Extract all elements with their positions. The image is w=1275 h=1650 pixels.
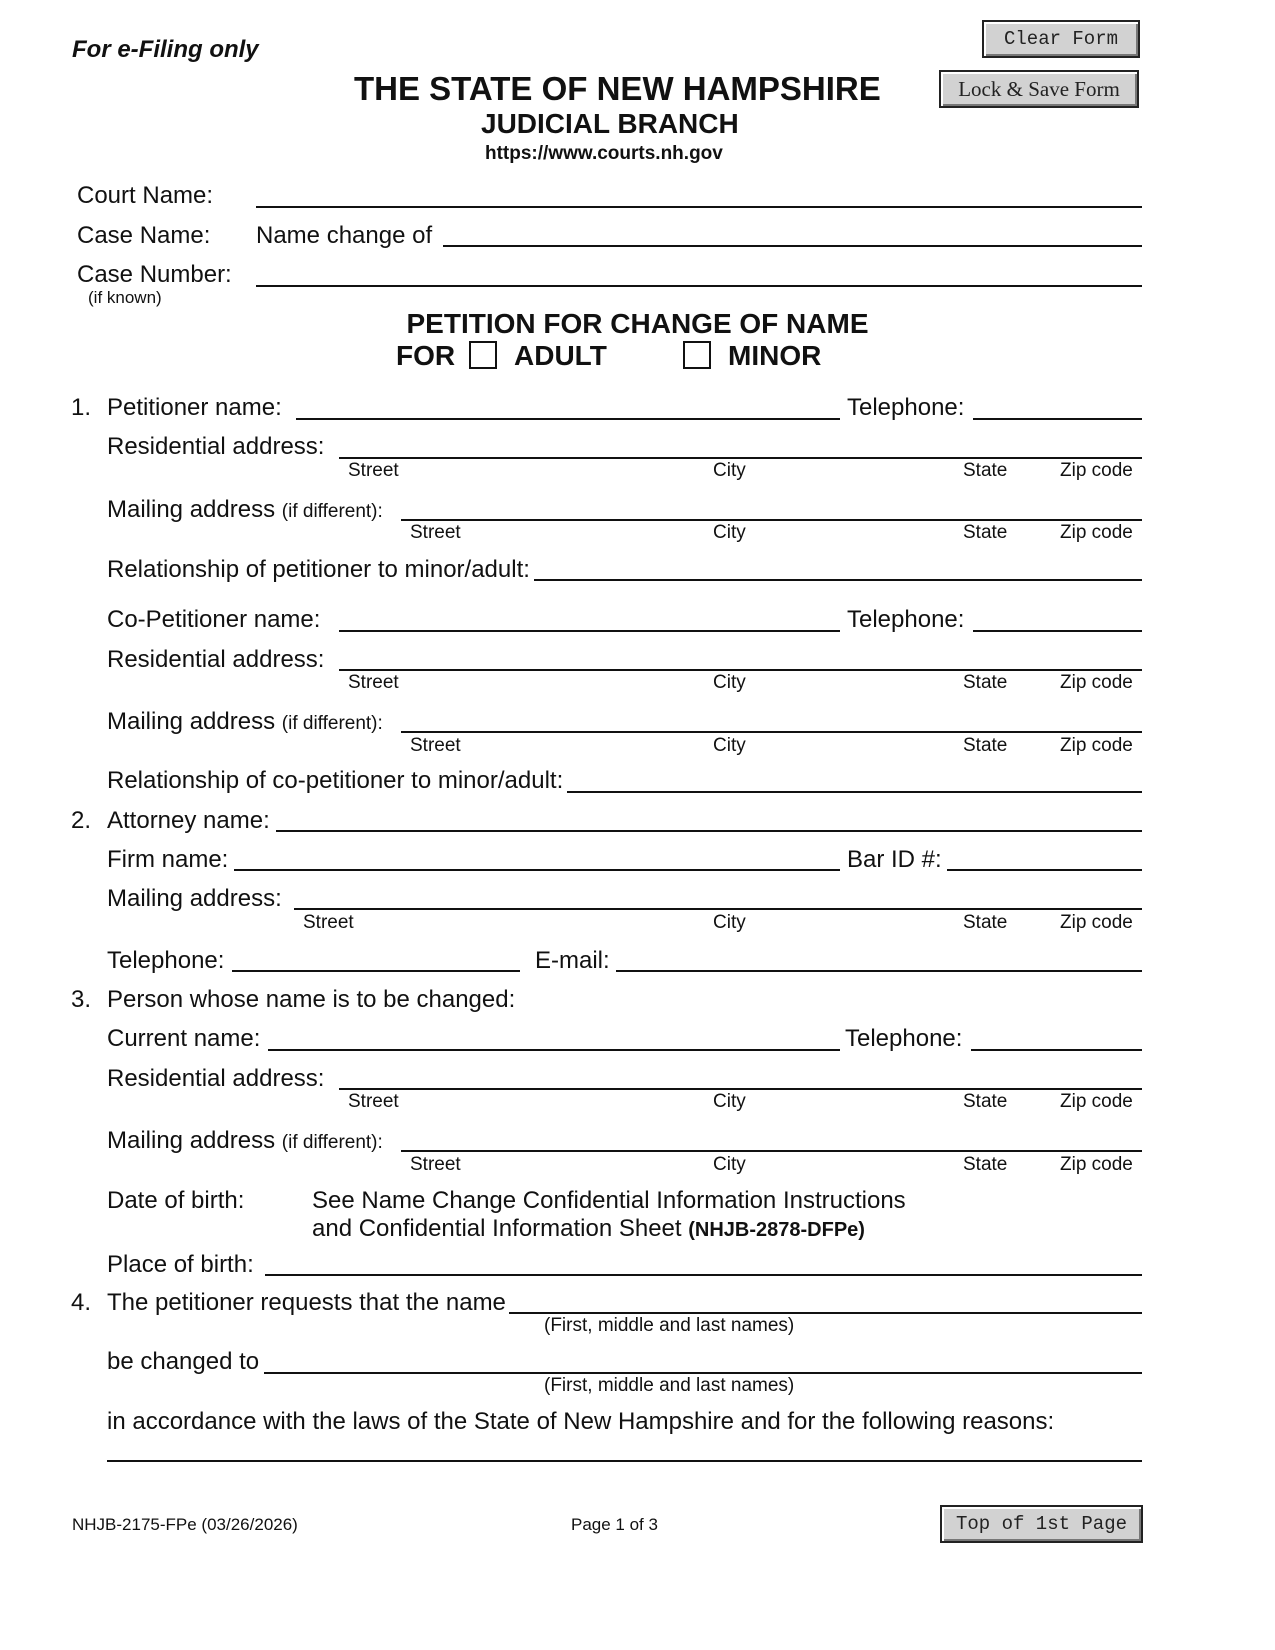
petitioner-telephone-field[interactable] [973, 392, 1142, 420]
dob-instructions-line1: See Name Change Confidential Information Instructions [312, 1187, 906, 1214]
petitioner-residential-label: Residential address: [107, 433, 325, 460]
attorney-mailing-label: Mailing address: [107, 885, 282, 912]
co-petitioner-mailing-label: Mailing address (if different): [107, 708, 383, 735]
current-full-name-field[interactable] [509, 1286, 1142, 1314]
state-label: State [963, 672, 1008, 693]
petitioner-relationship-label: Relationship of petitioner to minor/adult: [107, 556, 530, 583]
street-label: Street [348, 672, 399, 693]
case-name-field[interactable] [443, 219, 1142, 247]
bar-id-field[interactable] [947, 843, 1142, 871]
street-label: Street [410, 522, 461, 543]
city-label: City [713, 672, 746, 693]
street-label: Street [410, 1154, 461, 1175]
attorney-name-field[interactable] [276, 804, 1142, 832]
petition-title: PETITION FOR CHANGE OF NAME [406, 308, 869, 339]
co-petitioner-residential-label: Residential address: [107, 646, 325, 673]
city-label: City [713, 460, 746, 481]
zip-label: Zip code [1060, 672, 1133, 693]
if-known-note: (if known) [88, 288, 162, 307]
firm-name-label: Firm name: [107, 846, 229, 873]
city-label: City [713, 522, 746, 543]
adult-label: ADULT [514, 340, 607, 371]
person-residential-label: Residential address: [107, 1065, 325, 1092]
section-4-number: 4. [71, 1289, 92, 1316]
section-1-number: 1. [71, 394, 92, 421]
current-name-label: Current name: [107, 1025, 261, 1052]
section-2-number: 2. [71, 807, 92, 834]
section-3-heading: Person whose name is to be changed: [107, 986, 516, 1013]
requests-name-label: The petitioner requests that the name [107, 1289, 506, 1316]
person-telephone-field[interactable] [971, 1023, 1142, 1051]
co-petitioner-telephone-field[interactable] [973, 604, 1142, 632]
petitioner-residential-field[interactable] [339, 431, 1142, 459]
form-id: NHJB-2175-FPe (03/26/2026) [72, 1515, 298, 1534]
co-petitioner-relationship-label: Relationship of co-petitioner to minor/adult: [107, 767, 564, 794]
name-change-of-label: Name change of [256, 222, 433, 249]
clear-form-button[interactable]: Clear Form [982, 20, 1140, 58]
co-petitioner-name-field[interactable] [339, 604, 840, 632]
petitioner-name-field[interactable] [296, 392, 840, 420]
petitioner-name-label: Petitioner name: [107, 394, 282, 421]
case-name-label: Case Name: [77, 222, 211, 249]
zip-label: Zip code [1060, 460, 1133, 481]
date-of-birth-label: Date of birth: [107, 1187, 245, 1214]
new-full-name-field[interactable] [264, 1346, 1142, 1374]
person-telephone-label: Telephone: [845, 1025, 963, 1052]
co-petitioner-relationship-field[interactable] [567, 765, 1142, 793]
city-label: City [713, 1091, 746, 1112]
zip-label: Zip code [1060, 1091, 1133, 1112]
co-petitioner-mailing-field[interactable] [401, 705, 1142, 733]
section-3-number: 3. [71, 986, 92, 1013]
city-label: City [713, 1154, 746, 1175]
petitioner-mailing-label: Mailing address (if different): [107, 496, 383, 523]
city-label: City [713, 735, 746, 756]
attorney-name-label: Attorney name: [107, 807, 270, 834]
person-residential-field[interactable] [339, 1062, 1142, 1090]
person-mailing-label: Mailing address (if different): [107, 1127, 383, 1154]
street-label: Street [348, 460, 399, 481]
co-petitioner-telephone-label: Telephone: [847, 606, 965, 633]
state-label: State [963, 912, 1008, 933]
case-number-field[interactable] [256, 259, 1142, 287]
reasons-field[interactable] [107, 1434, 1142, 1462]
state-label: State [963, 522, 1008, 543]
current-name-field[interactable] [268, 1023, 840, 1051]
state-label: State [963, 1091, 1008, 1112]
court-name-field[interactable] [256, 180, 1142, 208]
court-url: https://www.courts.nh.gov [485, 143, 723, 164]
minor-checkbox[interactable] [683, 341, 711, 369]
page-number: Page 1 of 3 [571, 1515, 658, 1534]
adult-checkbox[interactable] [469, 341, 497, 369]
street-label: Street [410, 735, 461, 756]
zip-label: Zip code [1060, 1154, 1133, 1175]
top-of-first-page-button[interactable]: Top of 1st Page [940, 1505, 1143, 1543]
street-label: Street [303, 912, 354, 933]
lock-save-form-button[interactable]: Lock & Save Form [939, 70, 1139, 108]
branch-title: JUDICIAL BRANCH [481, 108, 739, 139]
attorney-telephone-label: Telephone: [107, 947, 225, 974]
attorney-email-label: E-mail: [535, 947, 610, 974]
petitioner-telephone-label: Telephone: [847, 394, 965, 421]
zip-label: Zip code [1060, 522, 1133, 543]
petitioner-relationship-field[interactable] [534, 553, 1142, 581]
changed-to-label: be changed to [107, 1348, 260, 1375]
names-hint: (First, middle and last names) [544, 1375, 795, 1396]
efiling-note: For e-Filing only [72, 36, 259, 63]
co-petitioner-name-label: Co-Petitioner name: [107, 606, 321, 633]
zip-label: Zip code [1060, 735, 1133, 756]
petitioner-mailing-field[interactable] [401, 493, 1142, 521]
attorney-email-field[interactable] [616, 944, 1142, 972]
attorney-telephone-field[interactable] [232, 944, 520, 972]
city-label: City [713, 912, 746, 933]
state-label: State [963, 735, 1008, 756]
state-title: THE STATE OF NEW HAMPSHIRE [354, 70, 881, 107]
zip-label: Zip code [1060, 912, 1133, 933]
for-label: FOR [396, 340, 456, 371]
state-label: State [963, 1154, 1008, 1175]
street-label: Street [348, 1091, 399, 1112]
case-number-label: Case Number: [77, 261, 232, 288]
accordance-text: in accordance with the laws of the State of New Hampshire and for the following reasons: [107, 1408, 1055, 1435]
co-petitioner-residential-field[interactable] [339, 643, 1142, 671]
minor-label: MINOR [728, 340, 822, 371]
names-hint: (First, middle and last names) [544, 1315, 795, 1336]
attorney-mailing-field[interactable] [294, 882, 1142, 910]
bar-id-label: Bar ID #: [847, 846, 942, 873]
place-of-birth-label: Place of birth: [107, 1251, 254, 1278]
firm-name-field[interactable] [234, 843, 840, 871]
place-of-birth-field[interactable] [265, 1248, 1142, 1276]
state-label: State [963, 460, 1008, 481]
dob-instructions-line2: and Confidential Information Sheet (NHJB-2878-DFPe) [312, 1215, 865, 1242]
court-name-label: Court Name: [77, 182, 214, 209]
person-mailing-field[interactable] [401, 1124, 1142, 1152]
